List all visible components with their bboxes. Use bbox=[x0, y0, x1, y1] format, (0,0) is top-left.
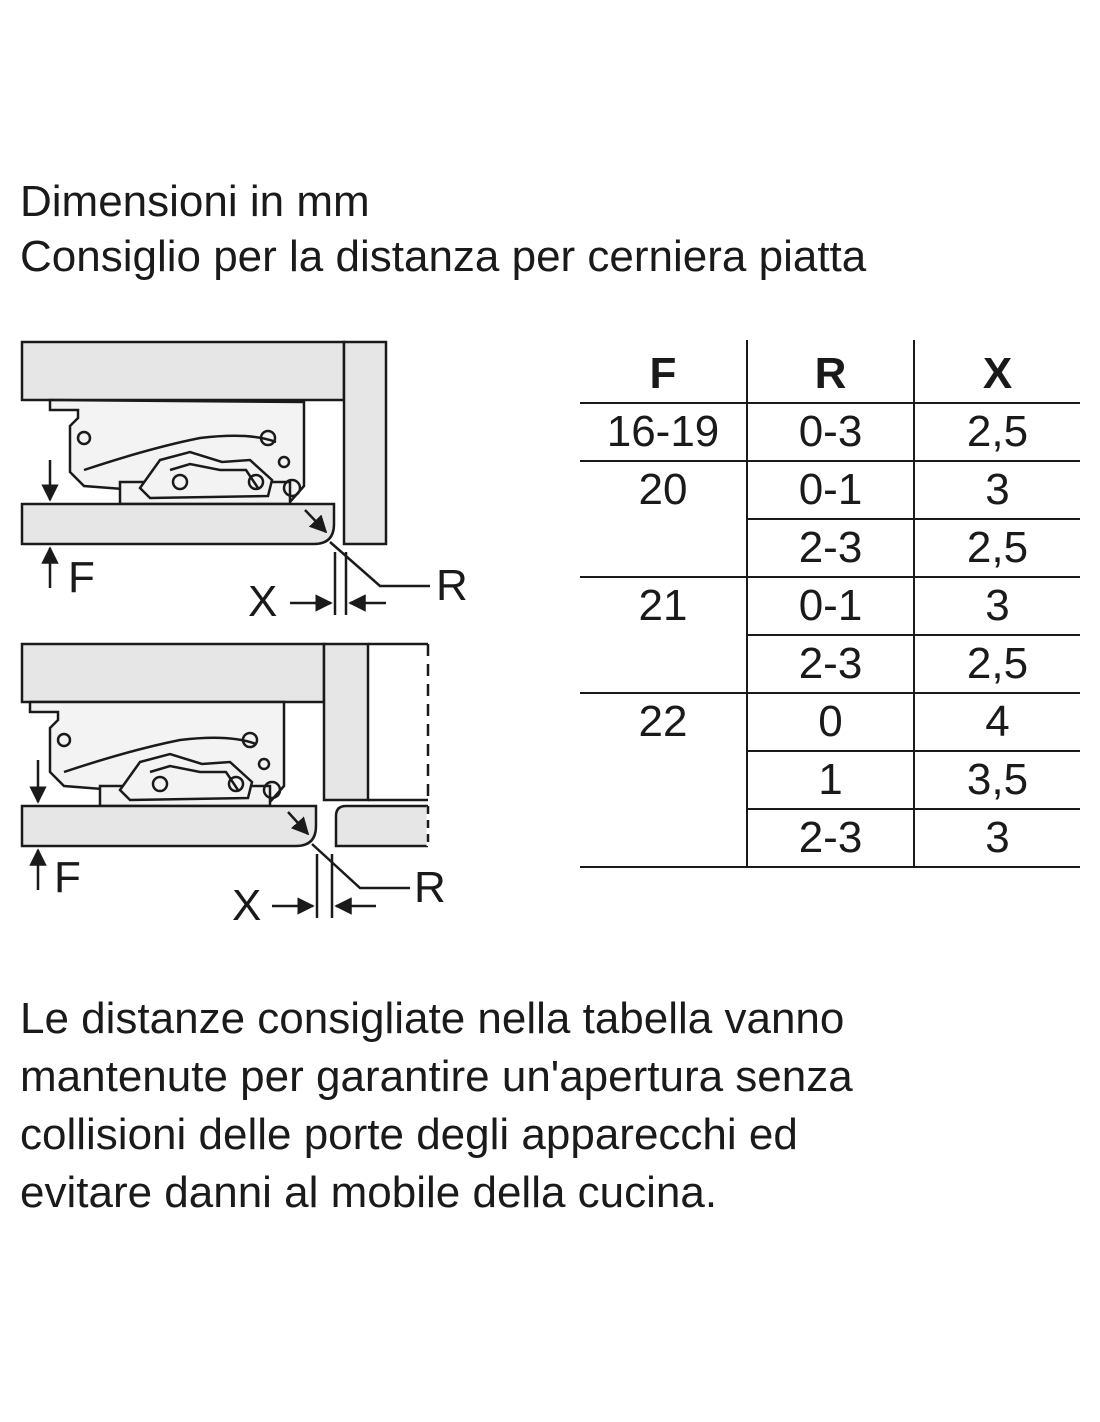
cabinet-top-panel bbox=[22, 342, 344, 400]
cell-x: 2,5 bbox=[966, 407, 1029, 456]
label-f-top: F bbox=[68, 553, 95, 602]
column-header-r: R bbox=[814, 349, 847, 398]
column-header-x: X bbox=[982, 349, 1013, 398]
cell-x: 3,5 bbox=[966, 755, 1029, 804]
cabinet-side-panel bbox=[324, 644, 368, 800]
label-r-bottom: R bbox=[414, 863, 446, 912]
cell-r: 0 bbox=[818, 697, 843, 746]
footer-line: collisioni delle porte degli apparecchi ed bbox=[20, 1110, 798, 1159]
title-dimensions: Dimensioni in mm bbox=[20, 177, 370, 226]
cell-r: 2-3 bbox=[798, 813, 863, 862]
cell-r: 1 bbox=[818, 755, 843, 804]
table-bottom-line bbox=[580, 866, 1080, 868]
cell-r: 0-1 bbox=[798, 465, 863, 514]
adjacent-door bbox=[336, 806, 428, 846]
cell-x: 3 bbox=[985, 813, 1010, 862]
cabinet-top-panel bbox=[22, 644, 324, 702]
table-group-line bbox=[580, 576, 1080, 578]
table-group-line bbox=[580, 402, 1080, 404]
cell-r: 2-3 bbox=[798, 523, 863, 572]
cell-r: 0-1 bbox=[798, 581, 863, 630]
cell-f: 21 bbox=[638, 581, 688, 630]
hinge-mechanism bbox=[30, 702, 284, 806]
table-row-line bbox=[746, 808, 1080, 810]
cell-x: 3 bbox=[985, 581, 1010, 630]
cell-f: 16-19 bbox=[606, 407, 720, 456]
cell-f: 22 bbox=[638, 697, 688, 746]
diagram-bottom-adjacent bbox=[22, 644, 428, 918]
footer-line: Le distanze consigliate nella tabella vanno bbox=[20, 994, 845, 1043]
r-leader bbox=[312, 844, 410, 888]
table-row-line bbox=[746, 518, 1080, 520]
label-x-top: X bbox=[248, 577, 278, 626]
cell-x: 2,5 bbox=[966, 523, 1029, 572]
table-group-line bbox=[580, 692, 1080, 694]
cell-r: 2-3 bbox=[798, 639, 863, 688]
cabinet-side-panel bbox=[344, 342, 386, 544]
label-f-bottom: F bbox=[54, 853, 81, 902]
hinge-diagrams bbox=[0, 320, 560, 940]
door-panel bbox=[22, 504, 334, 544]
hinge-mechanism bbox=[50, 400, 304, 504]
table-group-line bbox=[580, 460, 1080, 462]
footer-line: mantenute per garantire un'apertura senza bbox=[20, 1052, 853, 1101]
door-panel bbox=[22, 806, 316, 846]
table-row-line bbox=[746, 750, 1080, 752]
subtitle-flat-hinge: Consiglio per la distanza per cerniera piatta bbox=[20, 232, 867, 281]
cell-f: 20 bbox=[638, 465, 688, 514]
table-row-line bbox=[746, 634, 1080, 636]
distance-table bbox=[580, 340, 1080, 870]
label-r-top: R bbox=[436, 561, 468, 610]
cell-r: 0-3 bbox=[798, 407, 863, 456]
cell-x: 3 bbox=[985, 465, 1010, 514]
column-header-f: F bbox=[649, 349, 677, 398]
footer-line: evitare danni al mobile della cucina. bbox=[20, 1168, 718, 1217]
label-x-bottom: X bbox=[232, 881, 262, 930]
cell-x: 2,5 bbox=[966, 639, 1029, 688]
cell-x: 4 bbox=[985, 697, 1010, 746]
footer-note bbox=[20, 990, 1080, 1222]
